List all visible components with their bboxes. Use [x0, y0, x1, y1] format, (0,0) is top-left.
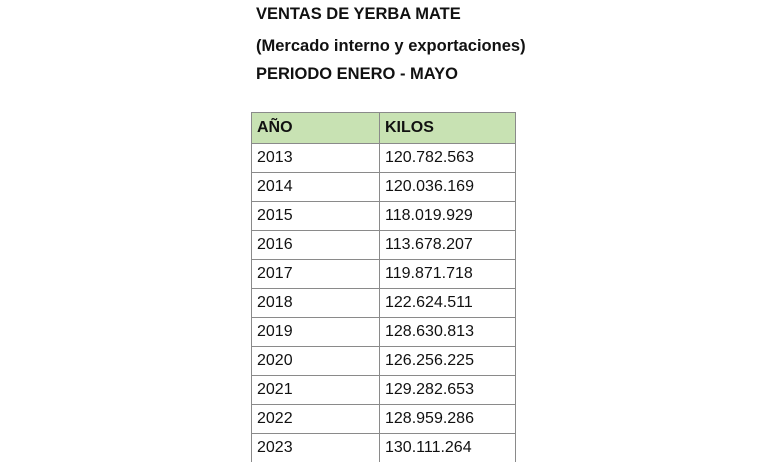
table-row: [252, 260, 516, 289]
kilos-cell: 119.871.718: [380, 260, 516, 289]
year-cell: 2019: [252, 318, 380, 347]
kilos-cell: 128.959.286: [380, 405, 516, 434]
kilos-cell: 122.624.511: [380, 289, 516, 318]
table-row: [252, 318, 516, 347]
year-cell: 2014: [252, 173, 380, 202]
table-header-row: [252, 113, 516, 144]
table-row: [252, 173, 516, 202]
year-cell: 2021: [252, 376, 380, 405]
kilos-cell: 120.782.563: [380, 144, 516, 173]
table-row: [252, 347, 516, 376]
sales-table: [251, 112, 516, 462]
year-cell: 2018: [252, 289, 380, 318]
table-row: [252, 202, 516, 231]
table-row: [252, 144, 516, 173]
page-title: VENTAS DE YERBA MATE: [256, 5, 461, 23]
kilos-cell: 126.256.225: [380, 347, 516, 376]
kilos-cell: 128.630.813: [380, 318, 516, 347]
column-header-year: AÑO: [252, 113, 380, 144]
kilos-cell: 118.019.929: [380, 202, 516, 231]
table-row: [252, 231, 516, 260]
kilos-cell: 129.282.653: [380, 376, 516, 405]
table-row: [252, 405, 516, 434]
year-cell: 2017: [252, 260, 380, 289]
table-row: [252, 376, 516, 405]
year-cell: 2022: [252, 405, 380, 434]
table-row: [252, 289, 516, 318]
period-label: PERIODO ENERO - MAYO: [256, 65, 459, 83]
year-cell: 2013: [252, 144, 380, 173]
kilos-cell: 130.111.264: [380, 434, 516, 462]
column-header-kilos: KILOS: [380, 113, 516, 144]
kilos-cell: 120.036.169: [380, 173, 516, 202]
table-row: [252, 434, 516, 462]
page-subtitle: (Mercado interno y exportaciones): [256, 37, 526, 55]
year-cell: 2020: [252, 347, 380, 376]
year-cell: 2016: [252, 231, 380, 260]
year-cell: 2015: [252, 202, 380, 231]
year-cell: 2023: [252, 434, 380, 462]
kilos-cell: 113.678.207: [380, 231, 516, 260]
